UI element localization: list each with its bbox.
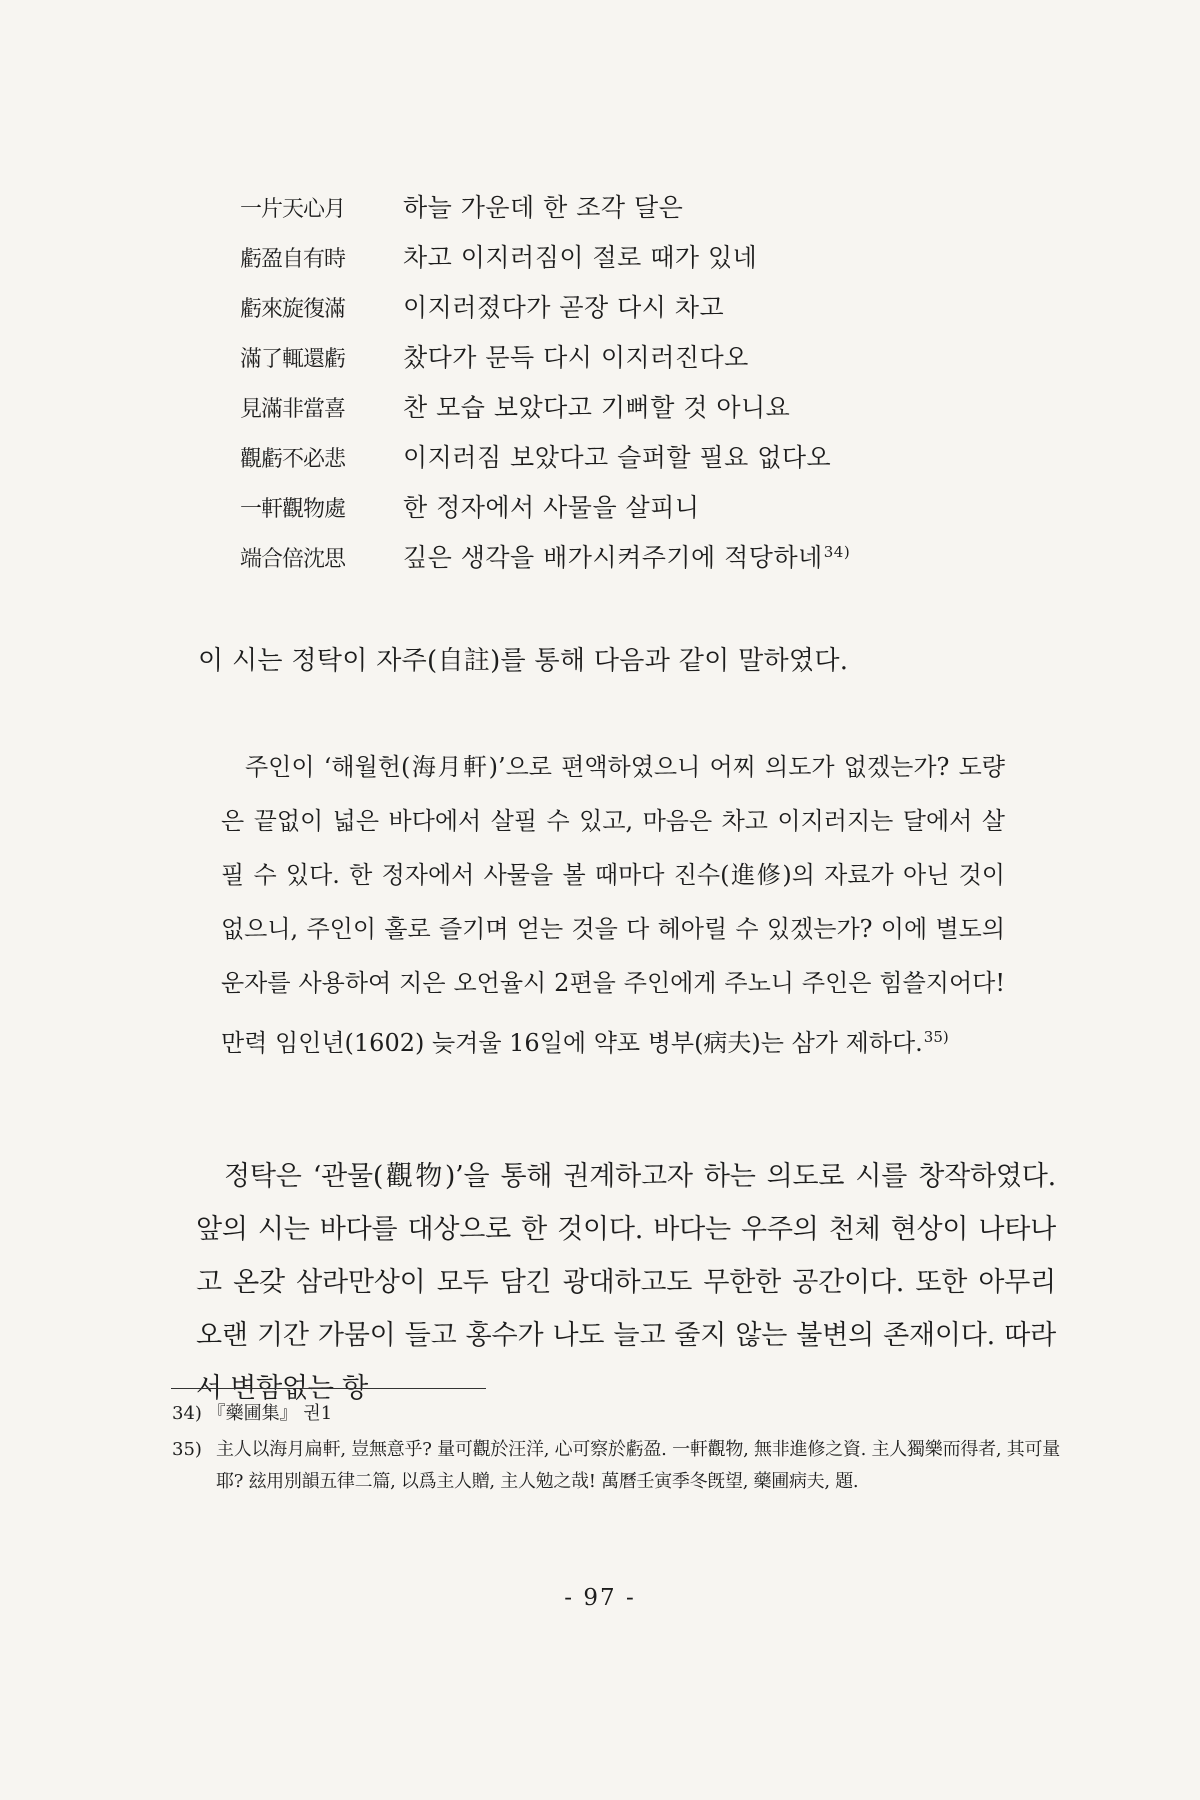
poem-line-hanja: 端合倍沈思 <box>240 547 346 572</box>
footnote-number: 35) <box>172 1439 202 1460</box>
footnote-ref-35[interactable]: 35) <box>923 1028 949 1046</box>
block-quote <box>221 740 1005 1070</box>
poem-line <box>240 288 850 338</box>
footnote-34 <box>172 1398 332 1430</box>
poem-line-korean: 한 정자에서 사물을 살피니 <box>403 493 700 522</box>
poem-line-korean-text: 깊은 생각을 배가시켜주기에 적당하네 <box>403 543 823 572</box>
intro-sentence: 이 시는 정탁이 자주(自註)를 통해 다음과 같이 말하였다. <box>198 646 849 676</box>
footnote-ref-34[interactable]: 34) <box>823 543 851 561</box>
poem-line-hanja: 見滿非當喜 <box>240 397 346 422</box>
poem-line-hanja: 一軒觀物處 <box>240 497 346 522</box>
poem-line-korean: 이지러짐 보았다고 슬퍼할 필요 없다오 <box>403 443 832 472</box>
poem-line <box>240 338 850 388</box>
poem-line-korean: 하늘 가운데 한 조각 달은 <box>403 193 684 222</box>
block-quote-text: 주인이 ‘해월헌(海月軒)’으로 편액하였으니 어찌 의도가 없겠는가? 도량은 끝없이 넓은 바다에서 살필 수 있고, 마음은 차고 이지러지는 달에서 살필 수 있다. 한 정자에서 사물을 볼 때마다 진수(進修)의 자료가 아닌 것이 없으니, 주인이 홀로 즐기며 얻는 것을 다 헤아릴 수 있겠는가? 이에 별도의 운자를 사용하여 지은 오언율시 2편을 주인에게 주노니 주인은 힘쓸지어다! 만력 임인년(1602) 늦겨울 16일에 약포 병부(病夫)는 삼가 제하다. <box>221 753 1005 1057</box>
poem-line-korean <box>403 538 850 574</box>
footnote-text: 『藥圃集』 권1 <box>207 1403 333 1424</box>
poem-line <box>240 238 850 288</box>
poem-line-korean: 찬 모습 보았다고 기뻐할 것 아니요 <box>403 393 791 422</box>
poem-line-korean: 이지러졌다가 곧장 다시 차고 <box>403 293 725 322</box>
poem-line-hanja: 觀虧不必悲 <box>240 447 346 472</box>
footnote-number: 34) <box>172 1403 202 1424</box>
page-number: - 97 - <box>564 1585 636 1611</box>
poem-line-hanja: 虧盈自有時 <box>240 247 346 272</box>
poem-line-korean: 찼다가 문득 다시 이지러진다오 <box>403 343 749 372</box>
poem-line <box>240 538 850 588</box>
poem-line <box>240 438 850 488</box>
footnote-divider <box>171 1388 486 1389</box>
poem-line-hanja: 滿了輒還虧 <box>240 347 346 372</box>
poem-line <box>240 388 850 438</box>
poem-block <box>240 188 850 588</box>
poem-line-hanja: 一片天心月 <box>240 197 346 222</box>
poem-line-korean: 차고 이지러짐이 절로 때가 있네 <box>403 243 758 272</box>
poem-line-hanja: 虧來旋復滿 <box>240 297 346 322</box>
poem-line <box>240 488 850 538</box>
footnote-text: 主人以海月扁軒, 豈無意乎? 量可觀於汪洋, 心可察於虧盈. 一軒觀物, 無非進修之資. 主人獨樂而得者, 其可量耶? 玆用別韻五律二篇, 以爲主人贈, 主人勉之哉! 萬曆壬寅季冬旣望, 藥圃病夫, 題. <box>216 1439 1060 1492</box>
poem-line <box>240 188 850 238</box>
body-paragraph: 정탁은 ‘관물(觀物)’을 통해 권계하고자 하는 의도로 시를 창작하였다. 앞의 시는 바다를 대상으로 한 것이다. 바다는 우주의 천체 현상이 나타나고 온갖 삼라만상이 모두 담긴 광대하고도 무한한 공간이다. 또한 아무리 오랜 기간 가뭄이 들고 홍수가 나도 늘고 줄지 않는 불변의 존재이다. 따라서 변함없는 항 <box>196 1161 1056 1404</box>
footnote-35 <box>172 1434 1060 1498</box>
